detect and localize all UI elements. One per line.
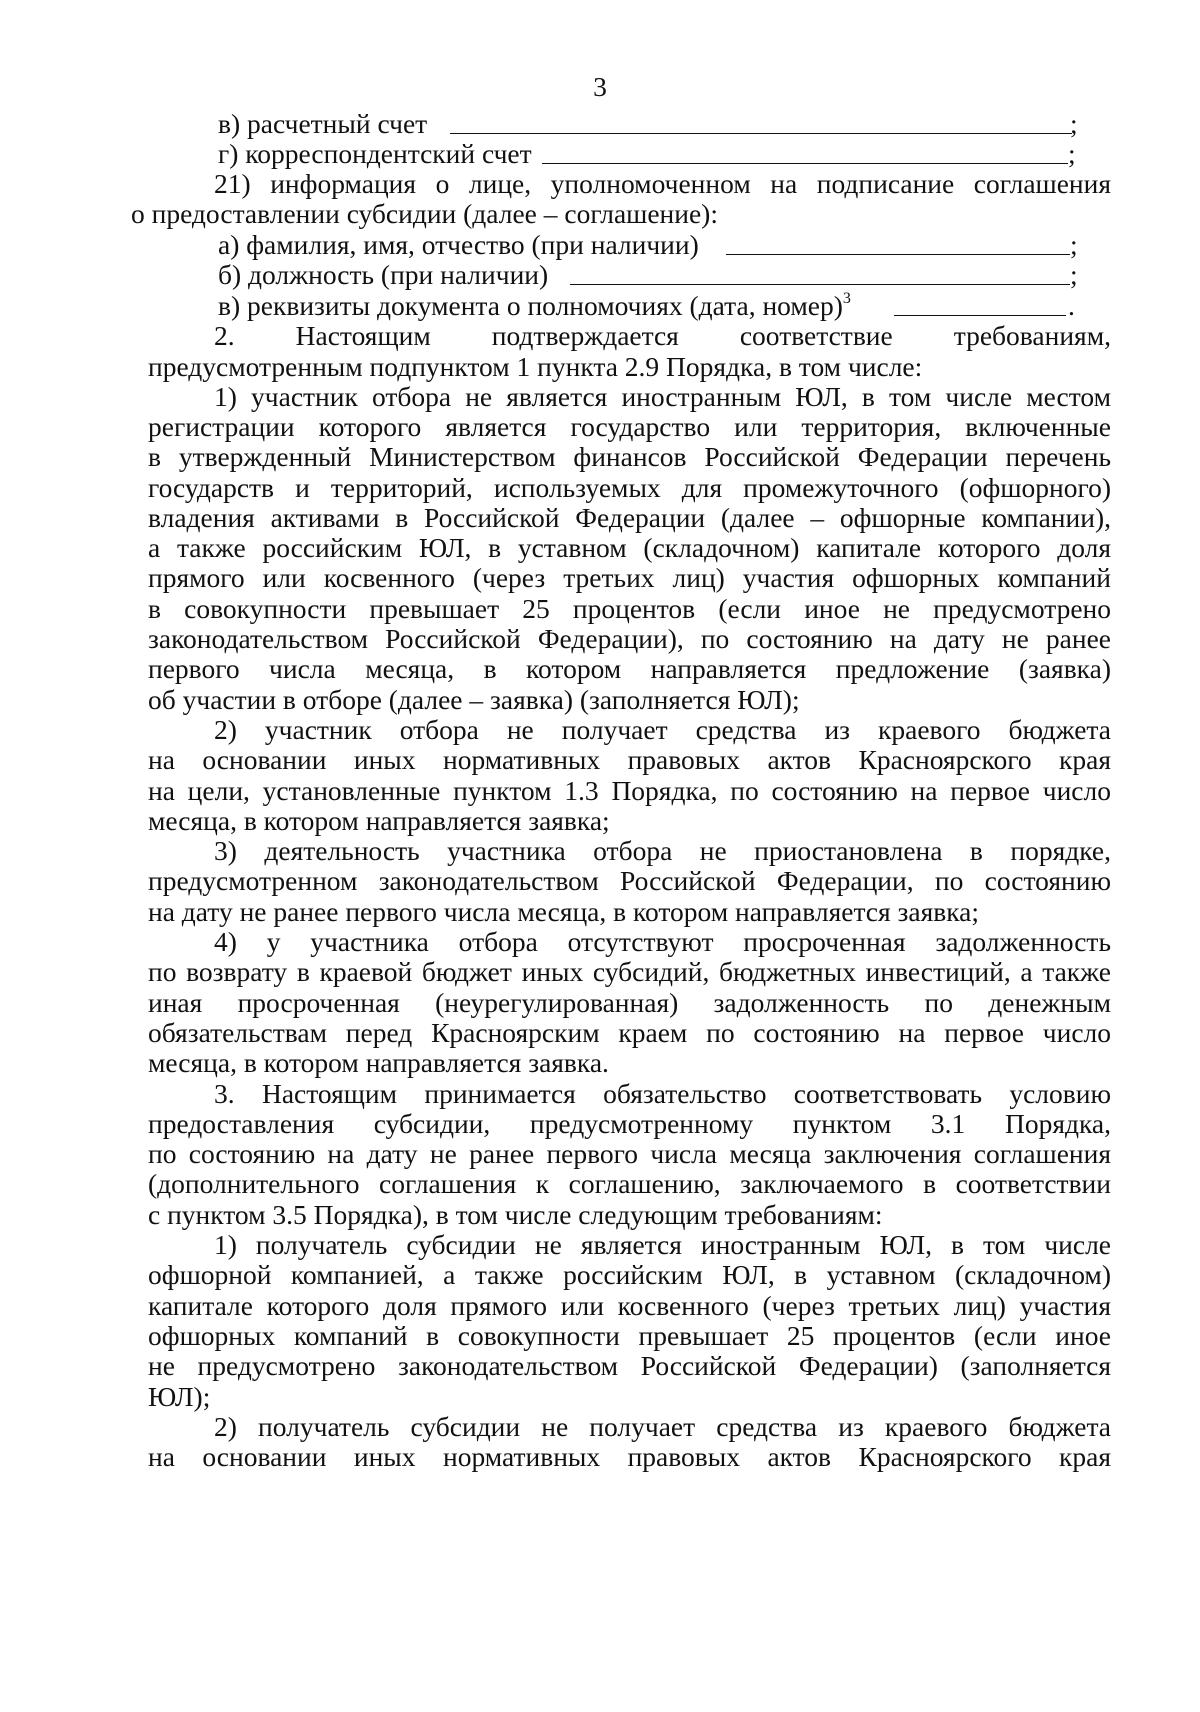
text-line: 1) получатель субсидии не является иностранным ЮЛ, в том числе	[214, 1229, 1111, 1260]
text-line: предусмотренном законодательством Российской Федерации, по состоянию	[148, 865, 1111, 896]
text-line: предусмотренным подпунктом 1 пункта 2.9 Порядка, в том числе:	[148, 351, 923, 382]
text-line: ЮЛ);	[148, 1381, 211, 1412]
fio-end: ;	[1070, 229, 1078, 260]
text-line: владения активами в Российской Федерации (далее – офшорные компании),	[148, 502, 1111, 533]
position-end: ;	[1070, 259, 1078, 290]
correspondent-account-field	[218, 137, 1080, 171]
text-line: в утвержденный Министерством финансов Российской Федерации перечень	[148, 441, 1111, 472]
settlement-account-blank	[450, 133, 1072, 134]
settlement-account-end: ;	[1070, 108, 1078, 139]
fio-blank	[726, 254, 1070, 255]
fio-label: а) фамилия, имя, отчество (при наличии)	[218, 229, 699, 260]
text-line: регистрации которого является государство или территория, включенные	[148, 411, 1111, 442]
item-21-line-2: о предоставлении субсидии (далее – соглашение):	[131, 198, 718, 229]
authority-document-blank	[894, 315, 1066, 316]
footnote-marker: 3	[842, 290, 851, 307]
text-line: первого числа месяца, в котором направляется предложение (заявка)	[148, 653, 1111, 684]
position-blank	[570, 284, 1070, 285]
text-line: 3) деятельность участника отбора не приостановлена в порядке,	[214, 835, 1111, 866]
text-line: 4) у участника отбора отсутствуют просроченная задолженность	[214, 926, 1111, 957]
settlement-account-label: в) расчетный счет	[218, 108, 428, 139]
text-line: об участии в отборе (далее – заявка) (заполняется ЮЛ);	[148, 684, 800, 715]
text-line: законодательством Российской Федерации), по состоянию на дату не ранее	[148, 623, 1111, 654]
settlement-account-field	[218, 107, 1080, 141]
text-line: офшорных компаний в совокупности превышает 25 процентов (если иное	[148, 1320, 1111, 1351]
text-line: прямого или косвенного (через третьих лиц) участия офшорных компаний	[148, 562, 1111, 593]
text-line: 2) получатель субсидии не получает средства из краевого бюджета	[214, 1411, 1111, 1442]
text-line: на дату не ранее первого числа месяца, в котором направляется заявка;	[148, 896, 980, 927]
text-line: предоставления субсидии, предусмотренному пунктом 3.1 Порядка,	[148, 1108, 1111, 1139]
text-line: 2. Настоящим подтверждается соответствие требованиям,	[214, 320, 1111, 351]
text-line: не предусмотрено законодательством Российской Федерации) (заполняется	[148, 1350, 1111, 1381]
position-field	[218, 258, 1080, 292]
text-line: по возврату в краевой бюджет иных субсидий, бюджетных инвестиций, а также	[148, 956, 1111, 987]
text-line: государств и территорий, используемых для промежуточного (офшорного)	[148, 472, 1111, 503]
text-line: с пунктом 3.5 Порядка), в том числе следующим требованиям:	[148, 1199, 883, 1230]
correspondent-account-blank	[542, 163, 1068, 164]
text-line: (дополнительного соглашения к соглашению, заключаемого в соответствии	[148, 1168, 1111, 1199]
text-line: 1) участник отбора не является иностранным ЮЛ, в том числе местом	[214, 381, 1111, 412]
page-number: 3	[593, 71, 607, 102]
text-line: капитале которого доля прямого или косвенного (через третьих лиц) участия	[148, 1290, 1111, 1321]
text-line: офшорной компанией, а также российским ЮЛ, в уставном (складочном)	[148, 1259, 1111, 1290]
text-line: 3. Настоящим принимается обязательство соответствовать условию	[214, 1078, 1111, 1109]
position-label: б) должность (при наличии)	[218, 259, 549, 290]
authority-document-field	[218, 289, 1080, 323]
authority-document-label: в) реквизиты документа о полномочиях (дата, номер)	[218, 290, 843, 321]
text-line: месяца, в котором направляется заявка.	[148, 1047, 609, 1078]
text-line: на основании иных нормативных правовых актов Красноярского края	[148, 744, 1111, 775]
text-line: на цели, установленные пунктом 1.3 Порядка, по состоянию на первое число	[148, 775, 1111, 806]
text-line: 2) участник отбора не получает средства из краевого бюджета	[214, 714, 1111, 745]
fio-field	[218, 228, 1080, 262]
text-line: по состоянию на дату не ранее первого числа месяца заключения соглашения	[148, 1138, 1111, 1169]
correspondent-account-label: г) корреспондентский счет	[218, 138, 532, 169]
text-line: а также российским ЮЛ, в уставном (складочном) капитале которого доля	[148, 532, 1111, 563]
text-line: на основании иных нормативных правовых актов Красноярского края	[148, 1441, 1111, 1472]
text-line: в совокупности превышает 25 процентов (если иное не предусмотрено	[148, 593, 1111, 624]
text-line: месяца, в котором направляется заявка;	[148, 805, 610, 836]
correspondent-account-end: ;	[1068, 138, 1076, 169]
authority-document-end: .	[1068, 290, 1075, 321]
text-line: обязательствам перед Красноярским краем по состоянию на первое число	[148, 1017, 1111, 1048]
item-21-line-1: 21) информация о лице, уполномоченном на подписание соглашения	[214, 168, 1111, 199]
text-line: иная просроченная (неурегулированная) задолженность по денежным	[148, 987, 1111, 1018]
